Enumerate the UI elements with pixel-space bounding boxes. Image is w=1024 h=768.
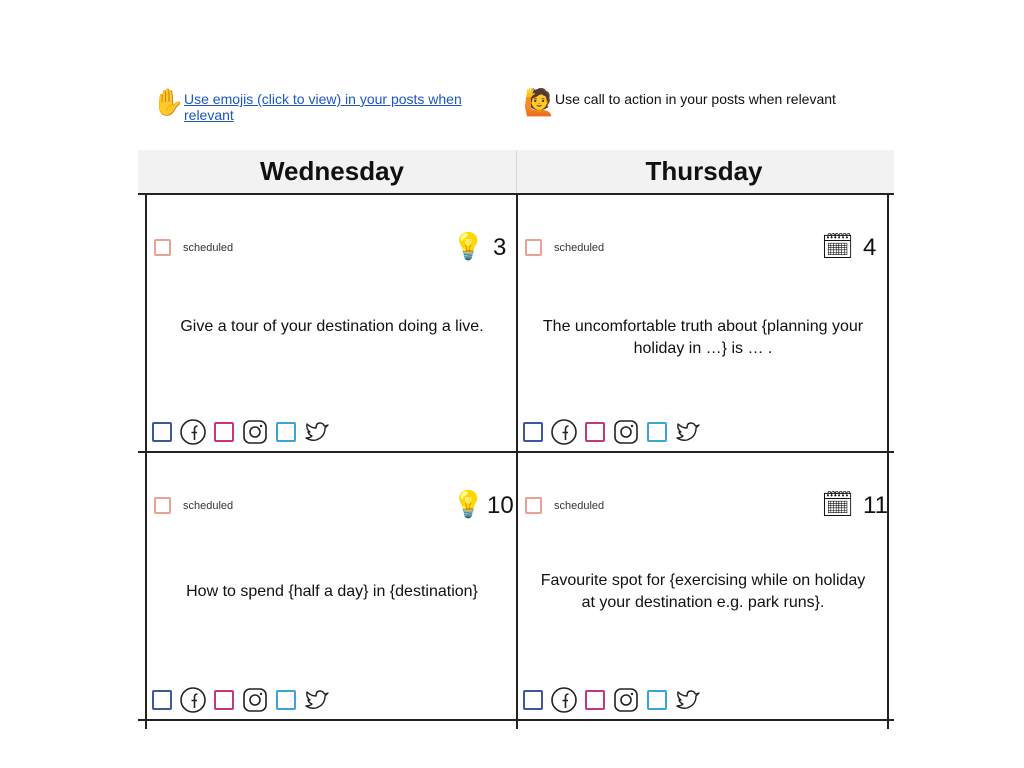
social-checkboxes: [523, 686, 709, 714]
tip-call-to-action: [523, 88, 843, 118]
twitter-checkbox[interactable]: [647, 422, 667, 442]
calendar-cell-4: [518, 194, 888, 452]
spiral-calendar-icon: 🗓: [821, 490, 855, 520]
scheduled-label: scheduled: [183, 500, 234, 512]
post-idea-text: Favourite spot for {exercising while on holiday at your destination e.g. park runs}.: [540, 572, 866, 611]
post-idea-text: The uncomfortable truth about {planning your holiday in …} is … .: [542, 318, 864, 357]
twitter-checkbox[interactable]: [276, 690, 296, 710]
instagram-checkbox[interactable]: [214, 422, 234, 442]
instagram-icon: [241, 686, 269, 714]
scheduled-checkbox[interactable]: [525, 239, 542, 256]
date-number: 11: [863, 492, 888, 519]
scheduled-checkbox[interactable]: [525, 497, 542, 514]
call-to-action-tip-text: Use call to action in your posts when relevant: [555, 91, 836, 107]
light-bulb-icon: 💡: [452, 232, 485, 262]
facebook-icon: [179, 418, 207, 446]
scheduled-label: scheduled: [554, 500, 605, 512]
social-checkboxes: [152, 418, 338, 446]
facebook-icon: [550, 686, 578, 714]
date-number: 4: [863, 234, 877, 261]
raised-hand-icon: ✋: [152, 88, 185, 118]
instagram-checkbox[interactable]: [585, 422, 605, 442]
day-header-row: [138, 150, 894, 194]
post-idea-text: Give a tour of your destination doing a live.: [180, 318, 484, 335]
day-header-thursday: Thursday: [645, 156, 763, 186]
header-divider: [516, 150, 517, 193]
twitter-checkbox[interactable]: [647, 690, 667, 710]
calendar-cell-10: [147, 452, 517, 710]
emojis-link[interactable]: Use emojis (click to view) in your posts when relevant: [184, 91, 462, 123]
date-number: 10: [487, 492, 514, 519]
instagram-icon: [612, 686, 640, 714]
scheduled-checkbox[interactable]: [154, 497, 171, 514]
social-checkboxes: [523, 418, 709, 446]
spiral-calendar-icon: 🗓: [821, 232, 855, 262]
twitter-icon: [303, 418, 331, 446]
facebook-checkbox[interactable]: [523, 422, 543, 442]
tip-emojis: [152, 88, 472, 123]
scheduled-label: scheduled: [183, 242, 234, 254]
calendar-cell-3: [147, 194, 517, 452]
scheduled-checkbox[interactable]: [154, 239, 171, 256]
facebook-icon: [550, 418, 578, 446]
instagram-checkbox[interactable]: [214, 690, 234, 710]
instagram-icon: [241, 418, 269, 446]
social-checkboxes: [152, 686, 338, 714]
day-header-wednesday: Wednesday: [259, 156, 404, 186]
facebook-checkbox[interactable]: [523, 690, 543, 710]
calendar-cell-11: [518, 452, 888, 710]
instagram-icon: [612, 418, 640, 446]
light-bulb-icon: 💡: [452, 490, 485, 520]
date-number: 3: [493, 234, 507, 261]
post-idea-text: How to spend {half a day} in {destination}: [186, 583, 478, 600]
facebook-checkbox[interactable]: [152, 422, 172, 442]
twitter-icon: [674, 686, 702, 714]
facebook-icon: [179, 686, 207, 714]
twitter-icon: [303, 686, 331, 714]
person-raising-hand-icon: 🙋: [523, 88, 556, 118]
scheduled-label: scheduled: [554, 242, 605, 254]
instagram-checkbox[interactable]: [585, 690, 605, 710]
twitter-icon: [674, 418, 702, 446]
twitter-checkbox[interactable]: [276, 422, 296, 442]
facebook-checkbox[interactable]: [152, 690, 172, 710]
